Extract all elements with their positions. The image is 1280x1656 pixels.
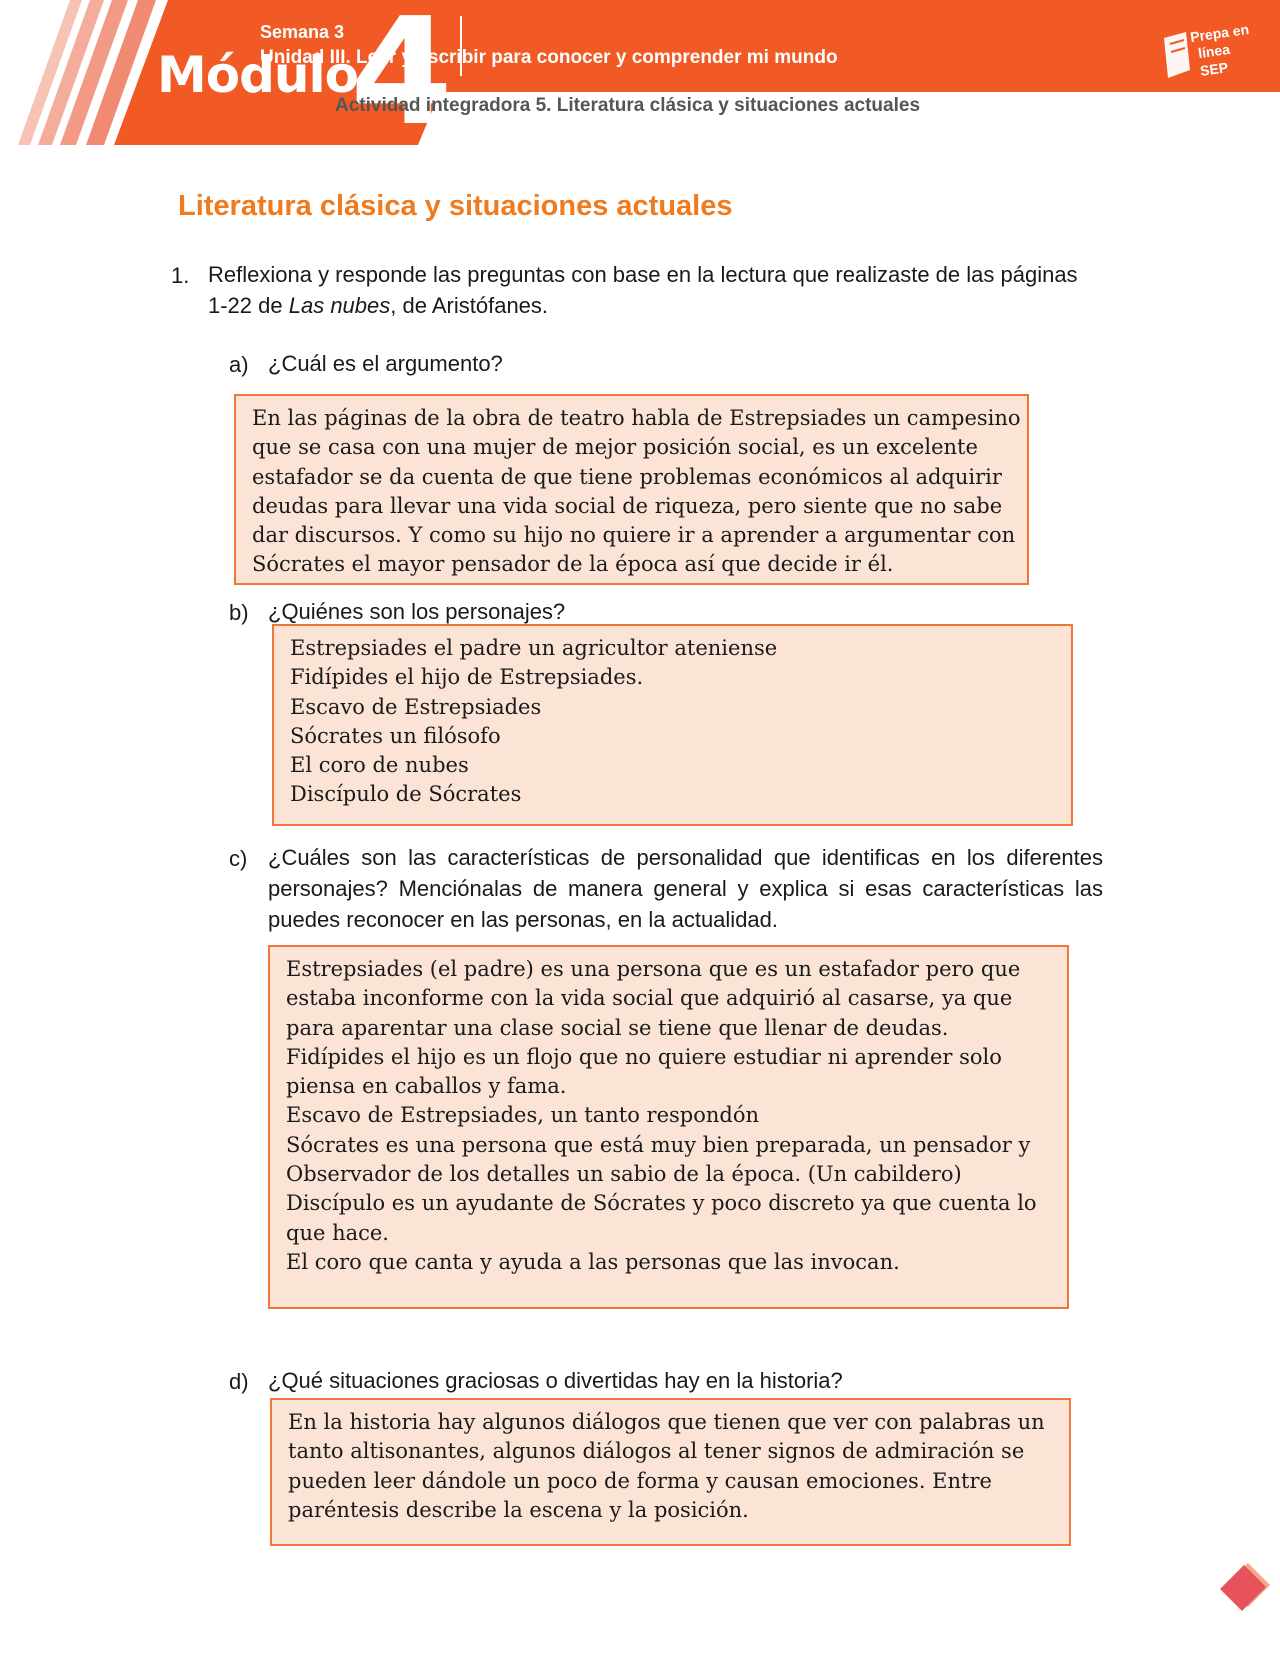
answer-box-b[interactable] [272,624,1073,826]
logo-text-line: SEP [1199,59,1229,79]
module-number: 4 [350,0,453,158]
page-corner-ribbon-icon [1218,1555,1274,1611]
answer-box-d[interactable] [270,1398,1071,1546]
page-title: Literatura clásica y situaciones actuales [178,190,733,222]
answer-line: Fidípides el hijo es un flojo que no quiere estudiar ni aprender solo [286,1044,1002,1069]
question-number: 1. [171,263,190,288]
answer-line: Estrepsiades (el padre) es una persona que es un estafador pero que [286,957,1021,981]
week-label: Semana 3 [260,22,345,42]
unit-label: Unidad III. Leer y escribir para conocer y comprender mi mundo [260,47,838,68]
item-question: ¿Cuál es el argumento? [268,351,503,376]
answer-line: Sócrates un filósofo [290,723,501,748]
answer-line: El coro que canta y ayuda a las personas que las invocan. [286,1249,900,1274]
answer-line: Fidípides el hijo de Estrepsiades. [290,665,644,690]
answer-line: Observador de los detalles un sabio de la época. (Un cabildero) [286,1162,962,1187]
logo-text-line: Prepa en [1189,20,1250,46]
answer-line: Discípulo de Sócrates [290,782,522,807]
answer-line: Sócrates es una persona que está muy bien preparada, un pensador y [286,1132,1031,1157]
answer-line: tanto altisonantes, algunos diálogos al tener signos de admiración se [288,1439,1025,1464]
answer-line: estaba inconforme con la vida social que adquirió al casarse, ya que [286,986,1013,1011]
question-1-text [208,259,1103,321]
answer-box-c[interactable] [268,945,1069,1309]
answer-line: Estrepsiades el padre un agricultor ateniense [290,636,778,660]
answer-line: Sócrates el mayor pensador de la época así que decide ir él. [252,552,894,577]
answer-line: estafador se da cuenta de que tiene problemas económicos al adquirir [252,464,1002,489]
answer-line: piensa en caballos y fama. [286,1074,567,1099]
item-letter: b) [229,600,249,625]
item-question: ¿Quiénes son los personajes? [268,599,566,624]
item-question: ¿Qué situaciones graciosas o divertidas hay en la historia? [268,1368,843,1393]
answer-line: El coro de nubes [290,753,469,778]
answer-line: Discípulo es un ayudante de Sócrates y poco discreto ya que cuenta lo [286,1191,1037,1216]
question-1-part1: Reflexiona y responde las preguntas con base en la lectura que realizaste de las páginas 1-22 de [208,262,1078,318]
logo-text-line: línea [1197,40,1231,62]
answer-line: Escavo de Estrepsiades, un tanto respondón [286,1103,760,1128]
item-question: ¿Cuáles son las características de personalidad que identificas en los diferentes personajes? Menciónalas de manera general y explica si esas características las puedes reconocer en las personas, en la actualidad. [268,845,1103,932]
activity-title: Actividad integradora 5. Literatura clásica y situaciones actuales [335,95,921,116]
module-label: Módulo [157,46,358,104]
item-letter: a) [229,352,249,377]
answer-line: pueden leer dándole un poco de forma y causan emociones. Entre [288,1468,992,1493]
item-letter: c) [229,846,248,871]
answer-line: para aparentar una clase social se tiene que llenar de deudas. [286,1015,949,1040]
answer-line: que se casa con una mujer de mejor posición social, es un excelente [252,435,978,460]
answer-line: Escavo de Estrepsiades [290,694,542,719]
answer-box-a[interactable] [234,394,1029,585]
answer-line: En las páginas de la obra de teatro habla de Estrepsiades un campesino [252,406,1021,430]
question-1-part2: , de Aristófanes. [390,293,549,318]
logo-book-icon [1160,30,1194,80]
answer-line: que hace. [286,1220,389,1245]
item-letter: d) [229,1369,249,1394]
answer-line: deudas para llevar una vida social de riqueza, pero siente que no sabe [252,493,1003,518]
book-title: Las nubes [288,293,391,318]
prepa-en-linea-logo [1160,20,1250,84]
answer-line: dar discursos. Y como su hijo no quiere ir a aprender a argumentar con [252,523,1016,548]
answer-line: En la historia hay algunos diálogos que tienen que ver con palabras un [288,1410,1045,1434]
answer-line: paréntesis describe la escena y la posición. [288,1497,749,1522]
